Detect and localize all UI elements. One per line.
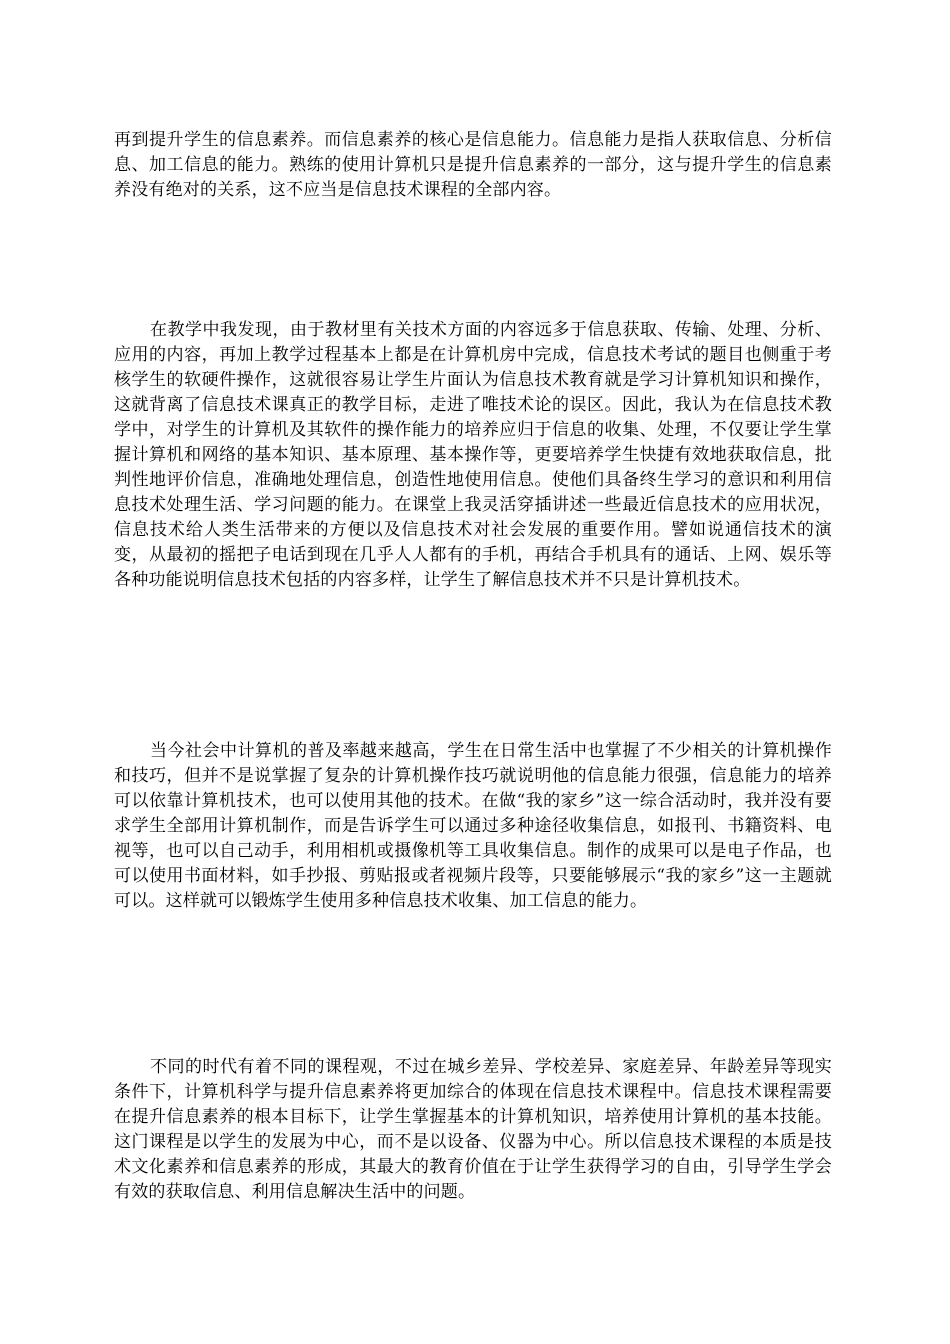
paragraph-2: 在教学中我发现，由于教材里有关技术方面的内容远多于信息获取、传输、处理、分析、应用的内容，再加上教学过程基本上都是在计算机房中完成，信息技术考试的题目也侧重于考核学生的软硬件操作，这就很容易让学生片面认为信息技术教育就是学习计算机知识和操作，这就背离了信息技术课真正的教学目标，走进了唯技术论的误区。因此，我认为在信息技术教学中，对学生的计算机及其软件的操作能力的培养应归于信息的收集、处理，不仅要让学生掌握计算机和网络的基本知识、基本原理、基本操作等，更要培养学生快捷有效地获取信息，批判性地评价信息，准确地处理信息，创造性地使用信息。使他们具备终生学习的意识和利用信息技术处理生活、学习问题的能力。在课堂上我灵活穿插讲述一些最近信息技术的应用状况，信息技术给人类生活带来的方便以及信息技术对社会发展的重要作用。譬如说通信技术的演变，从最初的摇把子电话到现在几乎人人都有的手机，再结合手机具有的通话、上网、娱乐等各种功能说明信息技术包括的内容多样，让学生了解信息技术并不只是计算机技术。 [114, 320, 832, 590]
paragraph-4: 不同的时代有着不同的课程观，不过在城乡差异、学校差异、家庭差异、年龄差异等现实条件下，计算机科学与提升信息素养将更加综合的体现在信息技术课程中。信息技术课程需要在提升信息素养的根本目标下，让学生掌握基本的计算机知识，培养使用计算机的基本技能。这门课程是以学生的发展为中心，而不是以设备、仪器为中心。所以信息技术课程的本质是技术文化素养和信息素养的形成，其最大的教育价值在于让学生获得学习的自由，引导学生学会有效的获取信息、利用信息解决生活中的问题。 [114, 1057, 832, 1202]
paragraph-1: 再到提升学生的信息素养。而信息素养的核心是信息能力。信息能力是指人获取信息、分析信息、加工信息的能力。熟练的使用计算机只是提升信息素养的一部分，这与提升学生的信息素养没有绝对的关系，这不应当是信息技术课程的全部内容。 [114, 130, 832, 200]
paragraph-3: 当今社会中计算机的普及率越来越高，学生在日常生活中也掌握了不少相关的计算机操作和技巧，但并不是说掌握了复杂的计算机操作技巧就说明他的信息能力很强，信息能力的培养可以依靠计算机技术，也可以使用其他的技术。在做“我的家乡”这一综合活动时，我并没有要求学生全部用计算机制作，而是告诉学生可以通过多种途径收集信息，如报刊、书籍资料、电视等，也可以自己动手，利用相机或摄像机等工具收集信息。制作的成果可以是电子作品，也可以使用书面材料，如手抄报、剪贴报或者视频片段等，只要能够展示“我的家乡”这一主题就可以。这样就可以锻炼学生使用多种信息技术收集、加工信息的能力。 [114, 741, 832, 911]
